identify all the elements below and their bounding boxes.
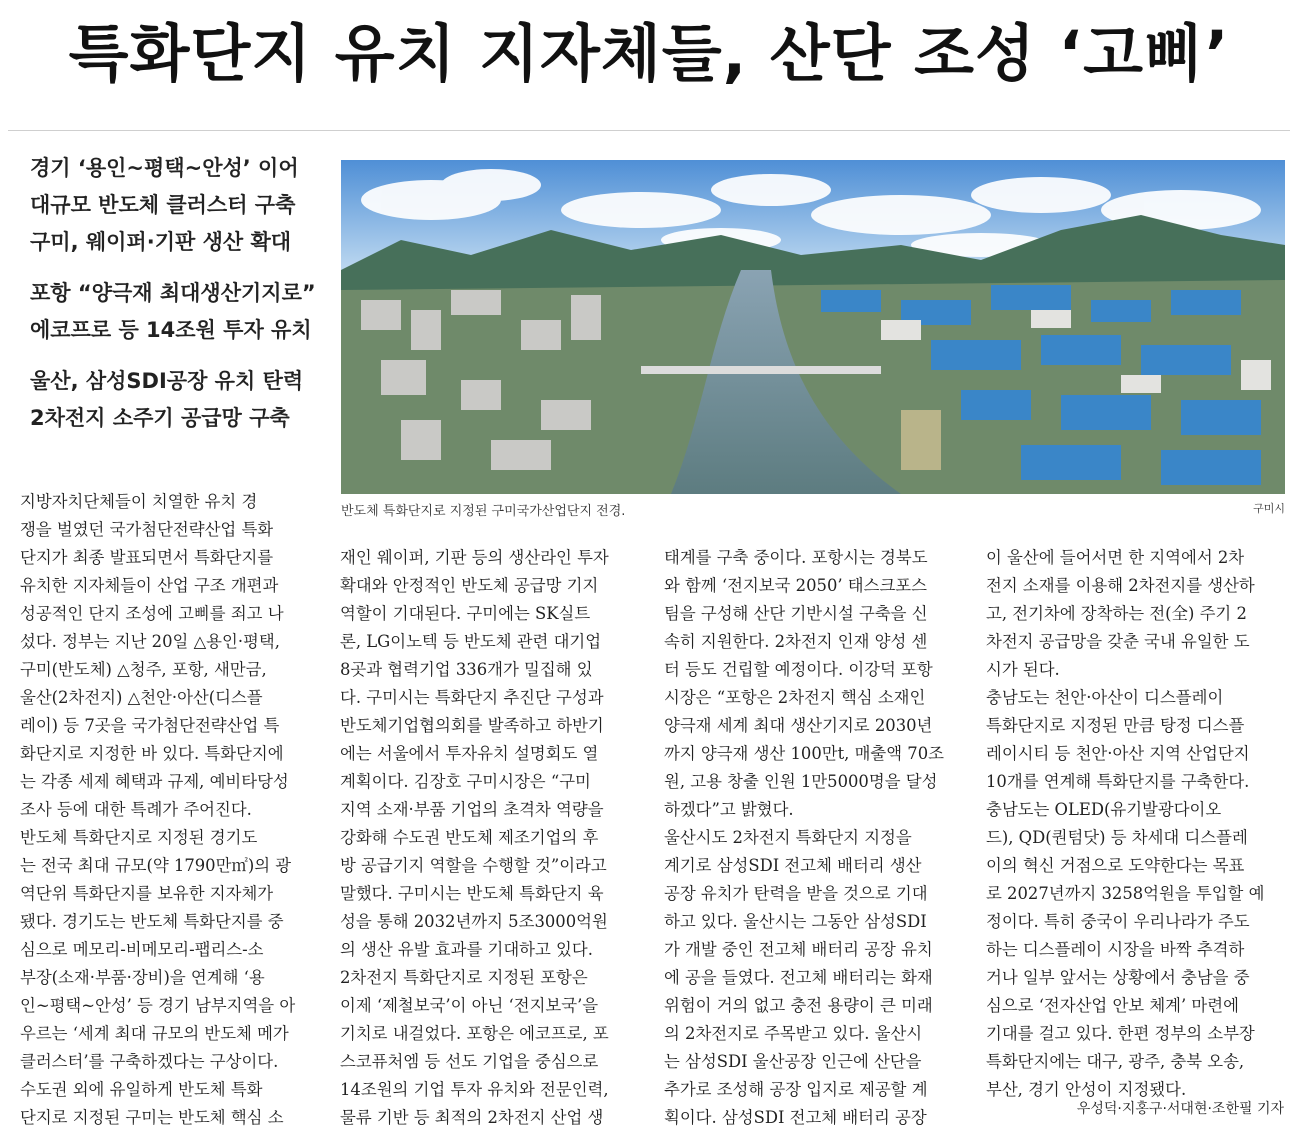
article-line: 원, 고용 창출 인원 1만5000명을 달성: [664, 772, 938, 791]
article-line: 부장(소재·부품·장비)을 연계해 ‘용: [20, 968, 265, 987]
article-line: 레이시티 등 천안·아산 지역 산업단지: [986, 744, 1250, 763]
article-line: 반도체 특화단지로 지정된 경기도: [20, 828, 258, 847]
aerial-photo: [341, 160, 1285, 494]
photo-caption: [341, 500, 1285, 519]
article-line: 충남도는 천안·아산이 디스플레이: [986, 688, 1224, 707]
article-line: 수도권 외에 유일하게 반도체 특화: [20, 1080, 263, 1099]
article-line: 공장 유치가 탄력을 받을 것으로 기대: [664, 884, 928, 903]
article-line: 충남도는 OLED(유기발광다이오: [986, 800, 1222, 819]
article-column-2: [340, 544, 645, 1132]
article-line: 거나 일부 앞서는 상황에서 충남을 중: [986, 968, 1250, 987]
article-line: 단지가 최종 발표되면서 특화단지를: [20, 548, 274, 567]
article-line: 우르는 ‘세계 최대 규모의 반도체 메가: [20, 1024, 289, 1043]
article-line: 가 개발 중인 전고체 배터리 공장 유치: [664, 940, 933, 959]
subhead-line: 대규모 반도체 클러스터 구축: [30, 193, 296, 217]
article-line: 확대와 안정적인 반도체 공급망 기지: [340, 576, 599, 595]
article-line: 인~평택~안성’ 등 경기 남부지역을 아: [20, 996, 296, 1015]
article-line: 태계를 구축 중이다. 포항시는 경북도: [664, 548, 928, 567]
article-line: 방 공급기지 역할을 수행할 것”이라고: [340, 856, 607, 875]
article-line: 섰다. 정부는 지난 20일 △용인·평택,: [20, 632, 280, 651]
article-line: 전지 소재를 이용해 2차전지를 생산하: [986, 576, 1255, 595]
article-line: 다. 구미시는 특화단지 추진단 구성과: [340, 688, 604, 707]
article-line: 속히 지원한다. 2차전지 인재 양성 센: [664, 632, 928, 651]
subhead-line: 울산, 삼성SDI공장 유치 탄력: [30, 369, 304, 393]
caption-text: 반도체 특화단지로 지정된 구미국가산업단지 전경.: [341, 504, 626, 519]
article-line: 와 함께 ‘전지보국 2050’ 태스크포스: [664, 576, 927, 595]
article-line: 터 등도 건립할 예정이다. 이강덕 포항: [664, 660, 933, 679]
article-line: 부산, 경기 안성이 지정됐다.: [986, 1080, 1187, 1099]
article-line: 쟁을 벌였던 국가첨단전략산업 특화: [20, 520, 274, 539]
article-line: 재인 웨이퍼, 기판 등의 생산라인 투자: [340, 548, 609, 567]
article-line: 론, LG이노텍 등 반도체 관련 대기업: [340, 632, 602, 651]
subhead-line: 구미, 웨이퍼·기판 생산 확대: [30, 230, 292, 254]
article-line: 이제 ‘제철보국’이 아닌 ‘전지보국’을: [340, 996, 599, 1015]
article-line: 획이다. 삼성SDI 전고체 배터리 공장: [664, 1108, 927, 1127]
article-line: 하고 있다. 울산시는 그동안 삼성SDI: [664, 912, 927, 931]
byline: 우성덕·지홍구·서대현·조한필 기자: [1076, 1101, 1284, 1117]
article-line: 기치로 내걸었다. 포항은 에코프로, 포: [340, 1024, 609, 1043]
article-line: 2차전지 특화단지로 지정된 포항은: [340, 968, 588, 987]
article-line: 구미(반도체) △청주, 포항, 새만금,: [20, 660, 267, 679]
article-line: 강화해 수도권 반도체 제조기업의 후: [340, 828, 599, 847]
article-line: 기대를 걸고 있다. 한편 정부의 소부장: [986, 1024, 1255, 1043]
article-line: 성을 통해 2032년까지 5조3000억원: [340, 912, 608, 931]
article-line: 됐다. 경기도는 반도체 특화단지를 중: [20, 912, 284, 931]
article-line: 차전지 공급망을 갖춘 국내 유일한 도: [986, 632, 1250, 651]
subhead-line: 2차전지 소주기 공급망 구축: [30, 406, 290, 430]
article-line: 스코퓨처엠 등 선도 기업을 중심으로: [340, 1052, 599, 1071]
article-line: 울산시도 2차전지 특화단지 지정을: [664, 828, 912, 847]
subhead-line: 경기 ‘용인~평택~안성’ 이어: [30, 156, 299, 180]
article-line: 반도체기업협의회를 발족하고 하반기: [340, 716, 604, 735]
article-line: 계기로 삼성SDI 전고체 배터리 생산: [664, 856, 922, 875]
article-line: 레이) 등 7곳을 국가첨단전략산업 특: [20, 716, 280, 735]
article-line: 역할이 기대된다. 구미에는 SK실트: [340, 604, 591, 623]
article-column-4: [986, 544, 1291, 1104]
article-line: 는 전국 최대 규모(약 1790만㎡)의 광: [20, 856, 292, 875]
article-line: 시가 된다.: [986, 660, 1060, 679]
article-line: 추가로 조성해 공장 입지로 제공할 계: [664, 1080, 928, 1099]
article-line: 조사 등에 대한 특례가 주어진다.: [20, 800, 252, 819]
article-line: 물류 기반 등 최적의 2차전지 산업 생: [340, 1108, 604, 1127]
article-line: 하는 디스플레이 시장을 바짝 추격하: [986, 940, 1245, 959]
article-line: 는 삼성SDI 울산공장 인근에 산단을: [664, 1052, 922, 1071]
article-line: 말했다. 구미시는 반도체 특화단지 육: [340, 884, 604, 903]
article-line: 의 2차전지로 주목받고 있다. 울산시: [664, 1024, 923, 1043]
article-line: 심으로 ‘전자산업 안보 체계’ 마련에: [986, 996, 1239, 1015]
article-column-3: [664, 544, 969, 1132]
subhead-line: 포항 “양극재 최대생산기지로”: [30, 281, 316, 305]
article-line: 심으로 메모리-비메모리-팹리스-소: [20, 940, 264, 959]
subhead-line: 에코프로 등 14조원 투자 유치: [30, 318, 312, 342]
subhead-group-3: [30, 363, 330, 437]
article-line: 이 울산에 들어서면 한 지역에서 2차: [986, 548, 1245, 567]
article-line: 에는 서울에서 투자유치 설명회도 열: [340, 744, 599, 763]
article-line: 클러스터’를 구축하겠다는 구상이다.: [20, 1052, 279, 1071]
article-line: 단지로 지정된 구미는 반도체 핵심 소: [20, 1108, 284, 1127]
article-line: 특화단지로 지정된 만큼 탕정 디스플: [986, 716, 1245, 735]
subhead-group-1: [30, 150, 330, 261]
article-line: 지방자치단체들이 치열한 유치 경: [20, 492, 258, 511]
article-line: 화단지로 지정한 바 있다. 특화단지에: [20, 744, 284, 763]
article-line: 정이다. 특히 중국이 우리나라가 주도: [986, 912, 1250, 931]
subhead-group-2: [30, 275, 330, 349]
article-line: 고, 전기차에 장착하는 전(全) 주기 2: [986, 604, 1247, 623]
article-line: 8곳과 협력기업 336개가 밀집해 있: [340, 660, 593, 679]
article-line: 위험이 거의 없고 충전 용량이 큰 미래: [664, 996, 933, 1015]
article-line: 지역 소재·부품 기업의 초격차 역량을: [340, 800, 604, 819]
article-line: 10개를 연계해 특화단지를 구축한다.: [986, 772, 1250, 791]
aerial-photo-illustration: [341, 160, 1285, 494]
article-line: 는 각종 세제 혜택과 규제, 예비타당성: [20, 772, 289, 791]
article-column-1: [20, 488, 325, 1132]
article-line: 까지 양극재 생산 100만t, 매출액 70조: [664, 744, 944, 763]
headline-rule: [8, 130, 1290, 131]
article-line: 드), QD(퀀텀닷) 등 차세대 디스플레: [986, 828, 1248, 847]
photo-credit: 구미시: [1253, 502, 1285, 515]
article-line: 14조원의 기업 투자 유치와 전문인력,: [340, 1080, 609, 1099]
article-line: 이의 혁신 거점으로 도약한다는 목표: [986, 856, 1245, 875]
article-line: 계획이다. 김장호 구미시장은 “구미: [340, 772, 591, 791]
article-line: 에 공을 들였다. 전고체 배터리는 화재: [664, 968, 933, 987]
article-line: 특화단지에는 대구, 광주, 충북 오송,: [986, 1052, 1245, 1071]
article-line: 하겠다”고 밝혔다.: [664, 800, 794, 819]
article-line: 팀을 구성해 산단 기반시설 구축을 신: [664, 604, 928, 623]
article-line: 울산(2차전지) △천안·아산(디스플: [20, 688, 263, 707]
article-line: 역단위 특화단지를 보유한 지자체가: [20, 884, 274, 903]
subheads: [30, 150, 330, 451]
article-line: 로 2027년까지 3258억원을 투입할 예: [986, 884, 1265, 903]
article-line: 시장은 “포항은 2차전지 핵심 소재인: [664, 688, 926, 707]
headline: 특화단지 유치 지자체들, 산단 조성 ‘고삐’: [68, 17, 1230, 90]
article-line: 유치한 지자체들이 산업 구조 개편과: [20, 576, 279, 595]
article-line: 성공적인 단지 조성에 고삐를 죄고 나: [20, 604, 284, 623]
article-line: 양극재 세계 최대 생산기지로 2030년: [664, 716, 933, 735]
article-line: 의 생산 유발 효과를 기대하고 있다.: [340, 940, 593, 959]
